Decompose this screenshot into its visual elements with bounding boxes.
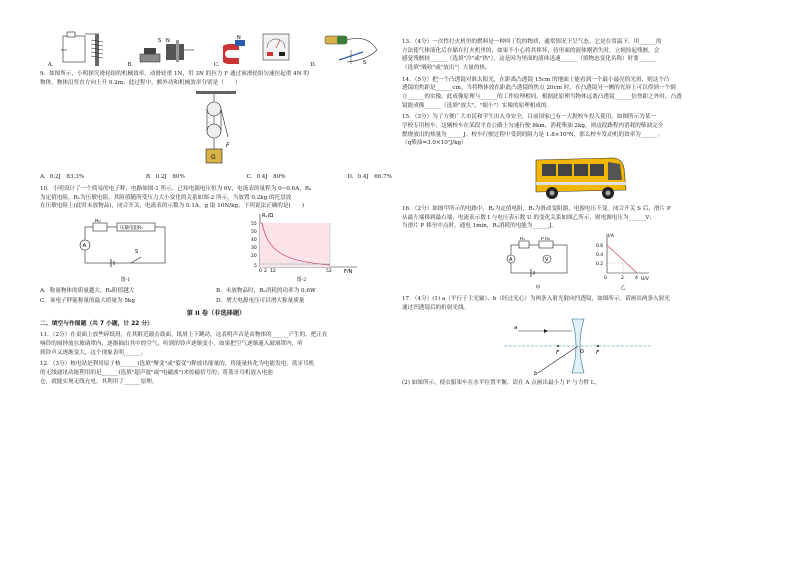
question-text-line: 10．小明设计了一个简易的电子秤，电路如图-1 所示。已知电源电压恒为 6V，电流表的量程为 0~0.6A，R₀ bbox=[40, 185, 312, 192]
option-a-label: A. bbox=[47, 62, 54, 69]
question-text-line: 从最左端移到最右端，电流表示数 I 与电压表示数 U 的变化关系如图乙所示，则电源电压为______V； bbox=[402, 214, 656, 221]
x-tick: 0 bbox=[604, 275, 607, 281]
svg-text:V: V bbox=[545, 256, 549, 263]
y-tick: 0.2 bbox=[596, 261, 604, 267]
school-bus-icon bbox=[528, 150, 628, 202]
question-13 bbox=[402, 38, 754, 73]
svg-text:55: 55 bbox=[250, 221, 257, 227]
option-c-figure bbox=[214, 30, 295, 70]
options-row bbox=[40, 287, 392, 296]
question-10 bbox=[40, 185, 392, 306]
svg-text:30: 30 bbox=[250, 245, 257, 251]
question-text-line: 16．（2分）如图甲所示的电路中，R₁为定值电阻，R₂为滑动变阻器，电源电压不变。闭合开关 S 后，滑片 P bbox=[402, 205, 671, 212]
weight-g-label: G bbox=[211, 154, 216, 162]
question-text-line: 仓，就能实现无线充电，其利用了______原理。 bbox=[40, 378, 158, 385]
figure-caption: 图-2 bbox=[296, 276, 307, 283]
left-column bbox=[40, 28, 392, 389]
question-text-line: 13．（4分）一次性打火机里的燃料是一种叫丁烷的物质，通常情况下呈气态。它是在常温下，用______的 bbox=[402, 39, 662, 45]
svg-text:52: 52 bbox=[325, 268, 332, 273]
question-text-line: 透镜的焦距是______cm。当将物体放在距此凸透镜的焦点 20cm 时，在凸透镜另一侧的光屏上可以得到一个倒 bbox=[402, 85, 676, 92]
option-b[interactable]: B．未放物品时，R₀消耗的功率为 0.6W bbox=[216, 288, 316, 295]
graph-ylabel: Rₓ/Ω bbox=[261, 212, 273, 219]
focus-left-label: F bbox=[556, 349, 560, 356]
options-row bbox=[40, 173, 392, 182]
figure-caption: 甲 bbox=[535, 284, 541, 291]
horseshoe-magnet-meter-icon bbox=[223, 30, 295, 70]
question-text-line: 学校专用校车，这辆校车在某段平直公路上匀速行驶 8km，消耗柴油 2kg，则这段路程内消耗的柴油完全 bbox=[402, 122, 664, 129]
question-text-line: 通过凹透镜后的折射光线。 bbox=[402, 304, 470, 311]
rx-label: 压敏电阻Rₓ bbox=[119, 225, 143, 231]
svg-text:40: 40 bbox=[250, 237, 257, 243]
question-text-line: 立______的实像。此成像原理与______的工作原理相同。根据此原理当物体远离凸透镜______倍焦距之外时，凸透 bbox=[402, 93, 682, 100]
x-tick: 4 bbox=[635, 275, 638, 281]
svg-text:P R₂: P R₂ bbox=[541, 236, 551, 242]
figure-caption: 乙 bbox=[620, 284, 626, 291]
question-text-line: 当滑片 P 移至中点时，通电 1min，R₂消耗的电能为______J。 bbox=[402, 223, 558, 230]
question-text-line: 14．（5分）把一个凸透镜对准太阳光，在距离凸透镜 15cm 的地面上能看到一个最小最亮的光斑，则这个凸 bbox=[402, 76, 670, 83]
y-tick: 0.4 bbox=[596, 252, 604, 258]
electromagnet-circuit-icon bbox=[57, 30, 112, 70]
question-text-line: 物体，物体沿竖直方向上升 0.2m。此过程中，额外功和机械效率分别是（ ） bbox=[40, 79, 241, 86]
question-text-line: 响铃的闹钟放在玻璃罩内，逐渐抽出其中的空气，听到的铃声逐渐变小，如果把空气逐渐通入玻璃罩内，听 bbox=[40, 340, 303, 347]
option-d-figure bbox=[310, 30, 384, 70]
graph-xlabel: U/V bbox=[641, 276, 649, 281]
ray-a-label: a bbox=[514, 324, 518, 331]
section-2-title: 第 II 卷（非选择题） bbox=[186, 309, 246, 317]
switch-label: S bbox=[134, 248, 138, 255]
focus-right-label: F bbox=[596, 349, 600, 356]
svg-text:50: 50 bbox=[250, 229, 257, 235]
question-text-line: 方法使气体液化后存储在打火机里的；如果不小心将其摔坏，待里面的液体刚消失时，立刻捡起残骸，会 bbox=[402, 47, 660, 54]
graph-ylabel: I/A bbox=[608, 233, 614, 239]
svg-text:0: 0 bbox=[258, 268, 262, 273]
option-b[interactable]: B．0.2J 80% bbox=[145, 174, 185, 181]
optical-center-label: O bbox=[580, 348, 584, 355]
option-c[interactable]: C．该电子秤能称量的最大质量为 5kg bbox=[40, 298, 135, 304]
option-a[interactable]: A．0.2J 83.3% bbox=[40, 174, 85, 181]
question-text-line: 为定值电阻，Rₓ为压敏电阻，其阻值随所受压力大小变化的关系如图-2 所示。当放置 0.2kg 的托盘放 bbox=[40, 194, 292, 201]
option-d-label: D. bbox=[310, 62, 317, 69]
question-text-line: （q柴油=3.0×10⁷J/kg） bbox=[402, 140, 467, 147]
options-row bbox=[40, 297, 392, 306]
question-text-line: 11．（2分）在桌面上放些碎纸屑，在其附近敲击鼓面，纸屑上下跳动，这表明声音是由物体的______产生的。把正在 bbox=[40, 332, 328, 339]
circuit-figure-1 bbox=[71, 219, 181, 284]
svg-text:S: S bbox=[363, 60, 367, 66]
svg-text:A: A bbox=[509, 256, 513, 263]
x-tick: 2 bbox=[621, 275, 624, 281]
question-text-line: 17．（4分）(1) a（平行于主光轴）、b（经过光心）为两条入射光射向凹透镜，如图所示。请画出两条入射光 bbox=[402, 296, 670, 303]
concave-lens-figure bbox=[402, 315, 754, 377]
svg-text:12: 12 bbox=[269, 268, 276, 273]
section-2-subtitle: 二、填空与作图题（共 7 小题，计 22 分） bbox=[40, 321, 153, 328]
svg-text:N: N bbox=[166, 38, 170, 44]
ray-b-label: b bbox=[534, 370, 538, 377]
question-text-line: 的无线通讯功能利用的是______(选填"超声波"或"电磁波")来传输信号的；将蓝牙耳机放入电池 bbox=[40, 369, 273, 376]
right-column bbox=[402, 38, 754, 390]
option-b-figure bbox=[127, 30, 198, 70]
ammeter-label: A bbox=[82, 242, 86, 249]
q10-figures bbox=[40, 211, 392, 284]
y-tick: 0.6 bbox=[596, 243, 604, 249]
question-16 bbox=[402, 205, 754, 292]
option-a-figure bbox=[48, 30, 112, 70]
r0-label: R₀ bbox=[94, 218, 100, 224]
question-15 bbox=[402, 113, 754, 202]
option-c[interactable]: C．0.4J 80% bbox=[246, 174, 286, 181]
option-c-label: C. bbox=[213, 62, 220, 69]
school-bus-figure bbox=[402, 150, 754, 202]
option-d[interactable]: D．增大电源电压可以增大称量质量 bbox=[216, 298, 305, 304]
question-12 bbox=[40, 360, 392, 386]
question-text-line: 燃烧放出的热量为______J；校车行驶过程中受到的阻力是 1.8×10³N，那么校车发动机的效率为______。 bbox=[402, 131, 664, 138]
q16-figures bbox=[402, 231, 754, 292]
resistance-graph-figure-2 bbox=[242, 211, 362, 284]
svg-text:5: 5 bbox=[253, 263, 257, 269]
question-text-line: 在压敏电阻上(此时未放物品)，闭合开关，电流表的示数为 0.1A。g 取 10N/kg，下列说法正确的是( ) bbox=[40, 203, 305, 210]
question-text-line: 15．（3分）为了方便广大市民和学生出入身安全，目前国家已有一大批校车投入使用。如图所示为某一 bbox=[402, 114, 657, 121]
question-text-line: 到铃声又逐渐变大，这个现象表明______。 bbox=[40, 349, 147, 356]
svg-text:20: 20 bbox=[250, 253, 257, 259]
question-text-line: 镜能成像______（选填"放大"、"缩小"）实像的原理相成的。 bbox=[402, 102, 553, 109]
force-f-label: F bbox=[226, 142, 230, 150]
svg-text:N: N bbox=[236, 35, 241, 41]
option-b-label: B. bbox=[127, 62, 134, 69]
graph-xlabel: F/N bbox=[343, 268, 352, 273]
magnet-motor-icon bbox=[136, 30, 198, 70]
top-figure-row bbox=[40, 28, 392, 70]
option-d[interactable]: D．0.4J 66.7% bbox=[347, 174, 392, 181]
svg-text:2: 2 bbox=[263, 268, 267, 273]
question-text-line: （选填"吸收"或"放出"）大量的热。 bbox=[402, 64, 491, 71]
question-14 bbox=[402, 76, 754, 111]
question-text-line: 感觉残骸较______（选填"冷"或"热"），这是因为里面的液体迅速______（填物态变化名称）时要______ bbox=[402, 56, 656, 63]
question-17 bbox=[402, 295, 754, 387]
figure-caption: 图-1 bbox=[120, 276, 131, 283]
question-text-line: 12．（3分）核电站是利用原子核______(选填"聚变"或"裂变")释放出能量的，将能量转化为电能发电。蓝牙耳机 bbox=[40, 361, 315, 368]
question-text-line: 9．如图所示，小明探究滑轮组的机械效率，动滑轮重 1N，用 3N 的拉力 F 通过该滑轮组匀速拉起重 4N 的 bbox=[40, 71, 309, 77]
pulley-figure bbox=[40, 89, 392, 171]
circuit-figure-jia bbox=[503, 237, 573, 292]
question-9 bbox=[40, 70, 392, 182]
svg-text:R₁: R₁ bbox=[520, 236, 525, 242]
question-text-line: (2) 如图所示，使衣服架车在水平位置平衡，请在 A 点画出最小力 F 与力臂 L。 bbox=[402, 379, 601, 386]
iu-graph-figure-yi bbox=[593, 231, 653, 292]
option-a[interactable]: A．称量物体的质量越大，R₀阻值越大 bbox=[40, 288, 135, 295]
question-11 bbox=[40, 331, 392, 357]
svg-text:S: S bbox=[158, 38, 162, 44]
battery-needle-icon bbox=[319, 30, 384, 70]
